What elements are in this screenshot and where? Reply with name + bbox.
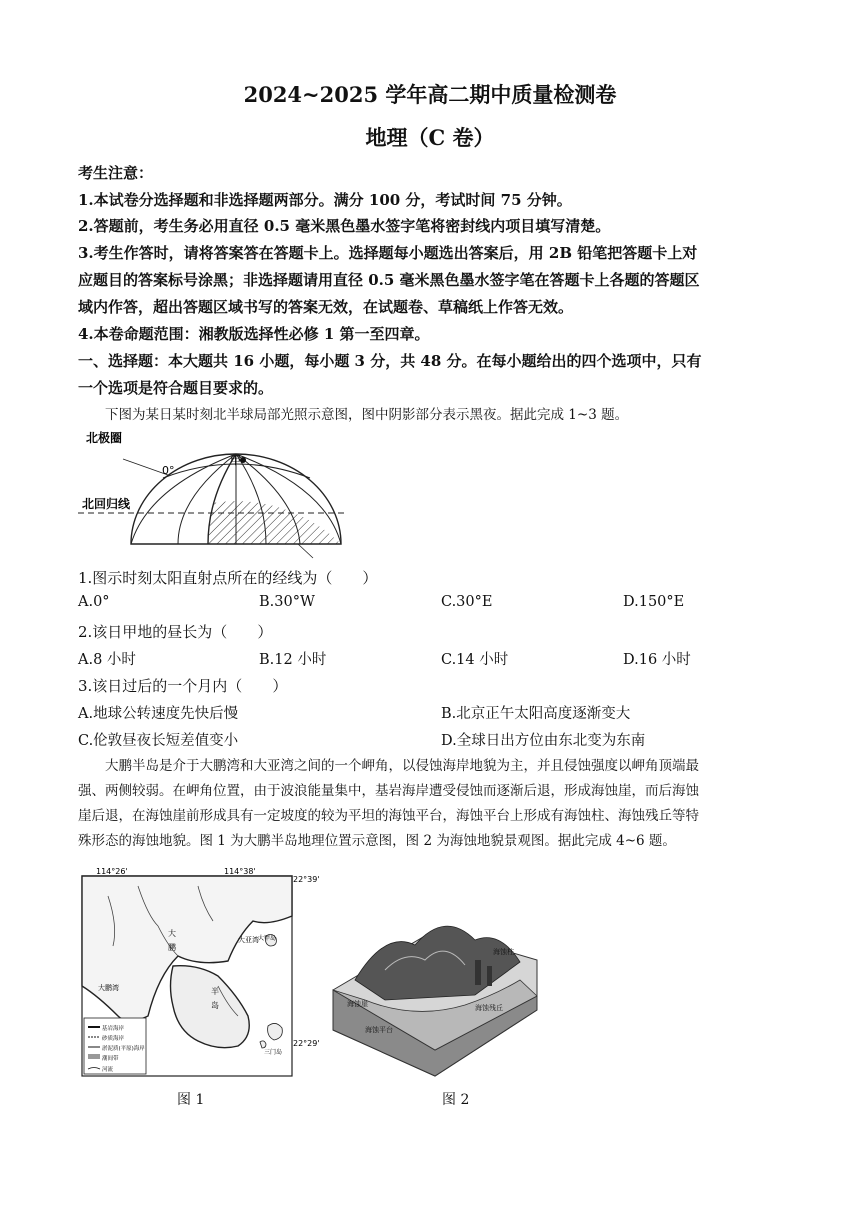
figure-2-caption: 图 2 [442,1092,470,1108]
legend-bedrock-coast: 基岩海岸 [102,1026,125,1032]
scene-label-platform: 海蚀平台 [365,1026,393,1034]
notice-item-3-end: 域内作答，超出答题区域书写的答案无效，在试题卷、草稿纸上作答无效。 [78,298,574,316]
scene-label-pillar: 海蚀柱 [493,948,514,956]
figure-1-caption: 图 1 [177,1092,205,1108]
dapeng-peninsula-map [78,866,323,1080]
map-label-dayawan: 大亚湾 [238,936,259,944]
map-label-ban: 半 [211,987,219,996]
section-heading: 一、选择题：本大题共 16 小题，每小题 3 分，共 48 分。在每小题给出的四个选项中，只有 [78,352,702,370]
map-label-dajia-island: 大甲岛 [258,935,277,942]
group2-intro-line-1: 大鹏半岛是介于大鹏湾和大亚湾之间的一个岬角，以侵蚀海岸地貌为主，并且侵蚀强度以岬角顶端最 [105,758,699,774]
group2-intro-line-2: 强、两侧较弱。在岬角位置，由于波浪能量集中，基岩海岸遭受侵蚀而逐渐后退，形成海蚀崖，而后海蚀 [78,783,699,799]
scene-label-remnant: 海蚀残丘 [475,1004,503,1012]
q1-option-d: D.150°E [623,594,685,610]
legend-muddy-coast: 淤泥质(平原)海岸 [102,1046,145,1052]
scene-label-cliff: 海蚀崖 [347,1000,368,1008]
label-arctic-circle: 北极圈 [86,431,123,445]
map-lat-bottom: 22°29' [293,1039,320,1048]
q1-option-b: B.30°W [259,594,315,610]
notice-item-3-cont: 应题目的答案标号涂黑；非选择题请用直径 0.5 毫米黑色墨水签字笔在答题卡上各题的答题区 [78,271,700,289]
map-label-dapengwan: 大鹏湾 [98,984,119,992]
notice-item-1: 1.本试卷分选择题和非选择题两部分。满分 100 分，考试时间 75 分钟。 [78,191,572,209]
group1-intro: 下图为某日某时刻北半球局部光照示意图，图中阴影部分表示黑夜。据此完成 1~3 题。 [105,407,629,423]
group2-intro-line-3: 崖后退，在海蚀崖前形成具有一定坡度的较为平坦的海蚀平台，海蚀平台上形成有海蚀柱、海蚀残丘等特 [78,808,699,824]
map-label-peng: 鹏 [168,943,176,952]
q1-option-a: A.0° [78,594,110,610]
question-3-stem: 3.该日过后的一个月内（ ） [78,677,288,695]
label-tropic: 北回归线 [82,497,131,511]
question-2-stem: 2.该日甲地的昼长为（ ） [78,623,273,641]
q2-option-c: C.14 小时 [441,652,509,668]
exam-title: 2024~2025 学年高二期中质量检测卷 [243,82,617,107]
q3-option-b: B.北京正午太阳高度逐渐变大 [441,706,631,722]
q3-option-c: C.伦敦昼夜长短差值变小 [78,733,239,749]
notice-item-3: 3.考生作答时，请将答案答在答题卡上。选择题每小题选出答案后，用 2B 铅笔把答题卡上对 [78,244,698,262]
notice-heading: 考生注意： [78,164,154,182]
map-lon-right: 114°38' [224,867,256,876]
legend-sandy-coast: 砂质海岸 [102,1036,125,1042]
section-heading-cont: 一个选项是符合题目要求的。 [78,379,274,397]
label-jia: 甲 [230,454,241,467]
q2-option-d: D.16 小时 [623,652,691,668]
q1-option-c: C.30°E [441,594,493,610]
map-label-sanmen-island: 三门岛 [264,1049,283,1056]
legend-intertidal: 潮间带 [102,1056,119,1062]
q3-option-d: D.全球日出方位由东北变为东南 [441,733,646,749]
notice-item-2: 2.答题前，考生务必用直径 0.5 毫米黑色墨水签字笔将密封线内项目填写清楚。 [78,217,611,235]
legend-river: 河流 [102,1067,114,1073]
map-lon-left: 114°26' [96,867,128,876]
map-lat-top: 22°39' [293,875,320,884]
illumination-diagram [78,428,368,560]
map-label-da: 大 [168,929,176,938]
map-label-dao: 岛 [211,1001,219,1010]
q2-option-a: A.8 小时 [78,652,136,668]
q2-option-b: B.12 小时 [259,652,327,668]
label-zero-meridian: 0° [162,464,175,477]
sea-erosion-landscape [325,900,545,1078]
question-1-stem: 1.图示时刻太阳直射点所在的经线为（ ） [78,569,378,587]
group2-intro-line-4: 殊形态的海蚀地貌。图 1 为大鹏半岛地理位置示意图，图 2 为海蚀地貌景观图。据此完成 4~6 题。 [78,833,676,849]
q3-option-a: A.地球公转速度先快后慢 [78,706,239,722]
notice-item-4: 4.本卷命题范围：湘教版选择性必修 1 第一至四章。 [78,325,430,343]
exam-subtitle: 地理（C 卷） [365,125,495,150]
